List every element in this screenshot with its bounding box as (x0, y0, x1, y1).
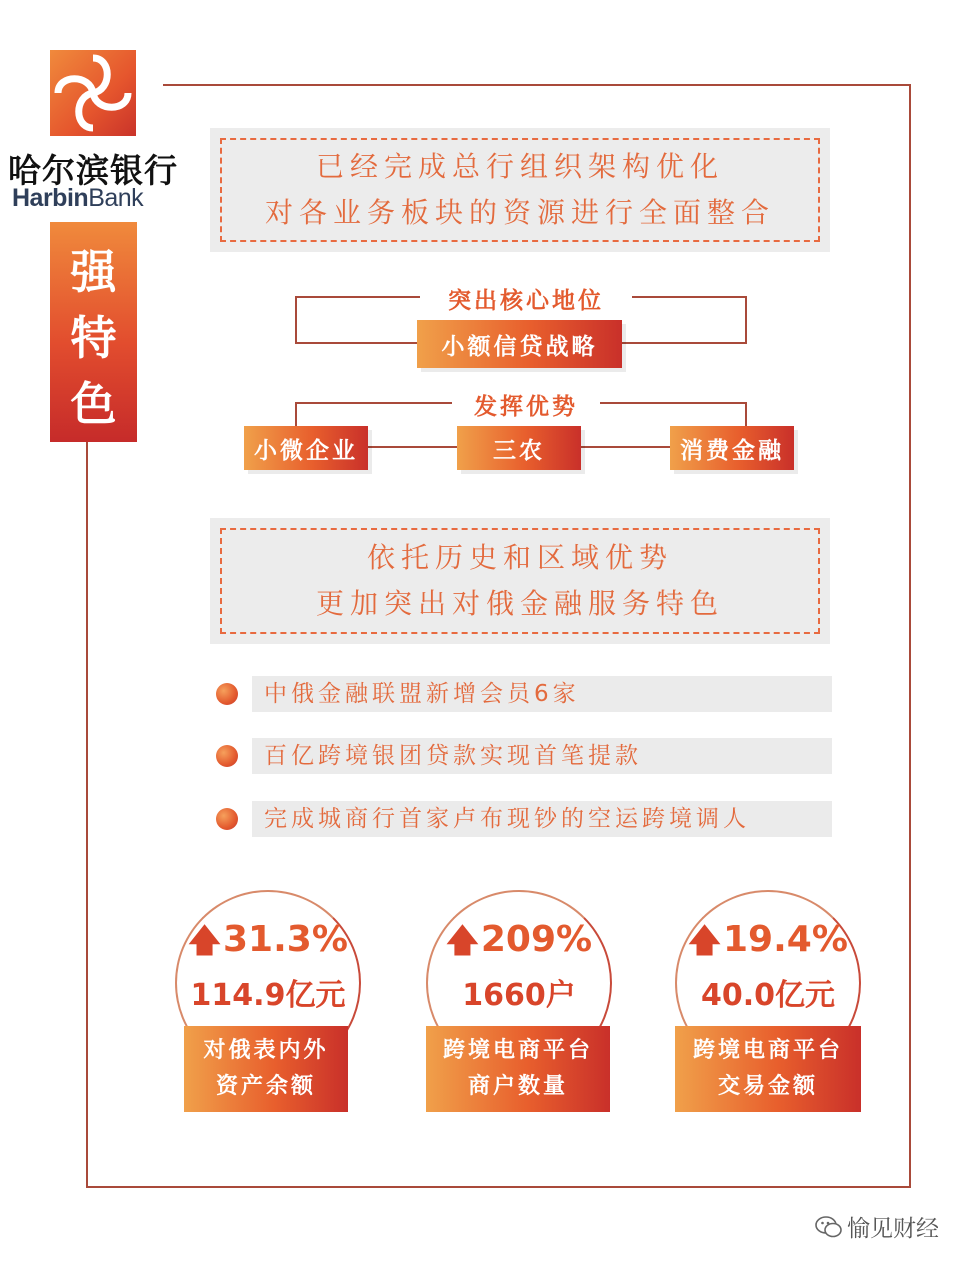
summary-box-1 (210, 128, 830, 252)
stat-label: 跨境电商平台 交易金额 (675, 1026, 861, 1112)
stat-growth: 🡅19.4% (670, 918, 866, 972)
bank-name-cn: 哈尔滨银行 (8, 151, 178, 190)
stat-growth: 🡅209% (421, 918, 617, 972)
tree-node-small-business: 小微企业 (244, 426, 368, 470)
bullet-dot-icon (216, 683, 238, 705)
arrow-up-icon: 🡅 (188, 921, 221, 959)
watermark-text: 愉见财经 (847, 1216, 939, 1242)
summary-line: 已经完成总行组织架构优化 (315, 150, 724, 183)
bullet-text: 百亿跨境银团贷款实现首笔提款 (252, 738, 832, 774)
frame-bottom (86, 1186, 911, 1188)
bank-name-en: HarbinBank (12, 184, 144, 212)
stat-label: 跨境电商平台 商户数量 (426, 1026, 610, 1112)
stat-card (421, 890, 621, 1130)
tree-connector (295, 402, 297, 426)
tree-heading-core: 突出核心地位 (420, 282, 632, 315)
bullet-text: 中俄金融联盟新增会员6家 (252, 676, 832, 712)
side-tag-char: 色 (70, 377, 117, 431)
side-tag-char: 强 (70, 245, 117, 299)
summary-line: 更加突出对俄金融服务特色 (315, 587, 724, 620)
tree-node-consumer-finance: 消费金融 (670, 426, 794, 470)
wechat-icon (815, 1215, 843, 1245)
bullet-dot-icon (216, 808, 238, 830)
summary-box-2 (210, 518, 830, 644)
stat-growth: 🡅31.3% (170, 918, 366, 972)
stat-value: 114.9亿元 (190, 978, 346, 1013)
stat-label: 对俄表内外 资产余额 (184, 1026, 348, 1112)
stat-card (670, 890, 870, 1130)
tree-node-rural: 三农 (457, 426, 581, 470)
tree-connector (295, 296, 297, 344)
bank-logo-mark (50, 50, 136, 136)
arrow-up-icon: 🡅 (688, 921, 721, 959)
frame-top (163, 84, 911, 86)
summary-line: 依托历史和区域优势 (366, 541, 673, 574)
tree-heading-advantage: 发挥优势 (452, 388, 600, 421)
tree-connector (745, 402, 747, 426)
frame-left (86, 440, 88, 1188)
bullet-item (216, 738, 832, 774)
bullet-text: 完成城商行首家卢布现钞的空运跨境调人 (252, 801, 832, 837)
watermark (815, 1210, 939, 1245)
bullet-dot-icon (216, 745, 238, 767)
side-tag (50, 222, 137, 442)
bullet-item (216, 801, 832, 837)
stat-card (170, 890, 370, 1130)
stat-value: 1660户 (462, 978, 576, 1013)
tree-connector (745, 296, 747, 344)
stat-value: 40.0亿元 (700, 978, 836, 1013)
side-tag-char: 特 (70, 311, 117, 365)
summary-line: 对各业务板块的资源进行全面整合 (264, 196, 775, 229)
bullet-item (216, 676, 832, 712)
tree-node-microcredit: 小额信贷战略 (417, 320, 622, 368)
frame-right (909, 84, 911, 1188)
arrow-up-icon: 🡅 (445, 921, 479, 959)
